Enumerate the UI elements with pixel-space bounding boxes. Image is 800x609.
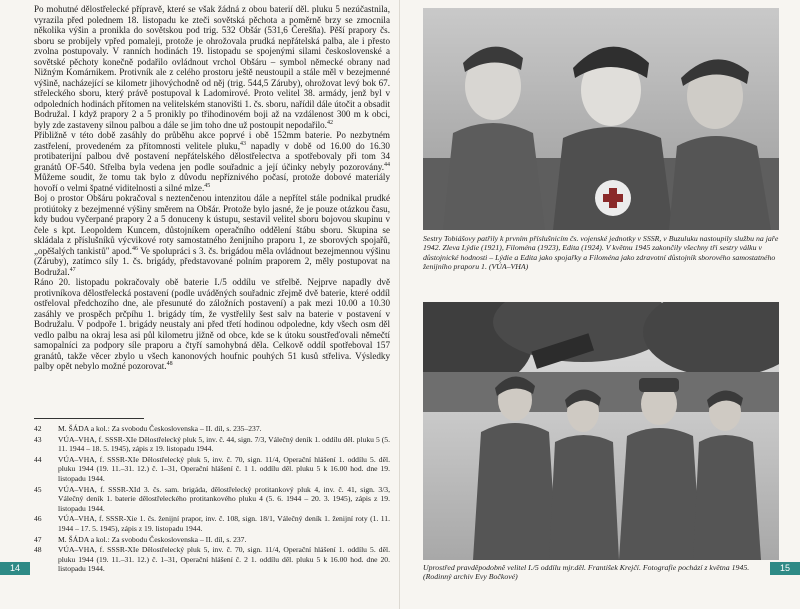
- footnote: 48 VÚA–VHA, f. SSSR-XIe Dělostřelecký pluk 5, inv. č. 70, sign. 11/4, Operační hlášení 1. oddílu 5. děl. pluku 1944 (19. 11.–31. 12.) č. 1–31, Operační hlášení č. 2 1. oddílu děl. pluku 5 k 16.00 hod. dne 20. listopadu 1944.: [34, 545, 390, 574]
- paragraph: Po mohutné dělostřelecké přípravě, které se však žádná z obou baterií děl. pluku 5 nezúčastnila, vyrazila před polednem 18. listopadu ke zteči sovětská pěchota a poměrně brzy se zmocnila několika výšin a pronikla do sovětskou pod trig. 532 Obšár (531,6 Čerešňa). Pěší prapory čs. sboru se probíjely vpřed pomaleji, protože je ohrožovala prudká nepřátelská palba, ale i přesto zvolna postupovaly. V ranních hodinách 19. listopadu se spojenými silami československé a sovětské pěchoty konečně podařilo ovládnout vrchol Obšáru – symbol německé obrany nad Nižným Komárnikem. Protivník ale z celého prostoru ještě neustoupil a stále měl v bezejmenné výšině, nacházející se kilometr jihovýchodně od něj (trig. 544,5 Záruby), ohrožovat levý bok 67. střeleckého sboru, který právě postupoval k Ladomirové. Proto velitel 38. armády, jenž byl v odpoledních hodinách přítomen na velitelském stanovišti 1. čs. sboru, nařídil dále útočit a obsadit Bodružal. I když prapory 2 a 5 pronikly po třihodinovém boji až na vzdálenost 300 m k obci, byly zde zastaveny silnou palbou a dále se jim toho dne už postoupit nepodařilo.$^{42}$: [34, 4, 390, 130]
- footnote: 42 M. ŠÁDA a kol.: Za svobodu Československa – II. díl, s. 235–237.: [34, 424, 262, 433]
- footnotes: [34, 424, 390, 575]
- footnote-ref[interactable]: 48: [166, 360, 173, 367]
- footnote-ref[interactable]: 43: [240, 140, 246, 147]
- photo-caption: Uprostřed pravděpodobně velitel I./5 oddílu mjr.děl. František Krejčí. Fotografie pochází z května 1945. (Rodinný archiv Evy Bočkové): [423, 563, 750, 582]
- footnote-ref[interactable]: 44: [384, 161, 390, 168]
- photo-three-sisters-image: [423, 8, 779, 230]
- footnote: 45 VÚA–VHA, f. SSSR-XId 3. čs. sam. brigáda, dělostřelecký protitankový pluk 4, inv. č. 41, sign. 3/3, Válečný deník 1. baterie dělostřeleckého protitankového pluku 4 (5. 6. 1944 – 20. 3. 1945), zápis z 19. listopadu 1944.: [34, 484, 390, 513]
- footnote-ref[interactable]: 46: [131, 245, 138, 252]
- photo-artillery-officers-image: [423, 302, 779, 560]
- paragraph: Ráno 20. listopadu pokračovaly obě baterie I./5 oddílu ve střelbě. Nejprve napadly dvě protivníkova dělostřelecká postavení (podle uváděných souřadnic zřejmě dvě baterie, které oddíl ostřeloval předchozího dne, ale přesunuté do záložních postavení) a pak mezi 10.00 a 10.30 zasáhly ve prospěch prčpíhu 1. brigády tím, že vystřelily šest salv na baterie v postavení v Bodružalu. V podpoře 1. brigády neustaly ani před třetí hodinou odpoledne, kdy všech osm děl vedlo palbu na okraj lesa asi půl kilometru jižně od obce, kde se k útoku soustřeďovali němečtí samopalníci za podpory síle praporu a čtyří samohybná děla. Celkově oddíl spotřeboval 157 granátů, takže věcer zbylo u všech kanonových houfnic pouhých 51 kusů střeliva. Výsledky palby opět nebylo možné pozorovat.$^{48}$: [34, 277, 390, 371]
- footnote: 46 VÚA–VHA, f. SSSR-Xie 1. čs. ženijní prapor, inv. č. 108, sign. 18/1, Válečný deník 1. ženijní roty (1. 11. 1944 – 17. 5. 1945), zápis z 19. listopadu 1944.: [34, 514, 390, 533]
- footnote: 44 VÚA–VHA, f. SSSR-XIe Dělostřelecký pluk 5, inv. č. 70, sign. 11/4, Operační hlášení 1. oddílu 5. děl. pluku 1944 (19. 11.–31. 12.) č. 1–31, Operační hlášení č. 1 1. oddílu děl. pluku 5 k 16.00 hod. dne 19. listopadu 1944.: [34, 454, 390, 483]
- footnote-ref[interactable]: 42: [326, 119, 333, 126]
- main-text: [34, 4, 390, 372]
- footnote-divider: [34, 418, 144, 419]
- page-number-right: 15: [770, 562, 800, 575]
- page-number-left: 14: [0, 562, 30, 575]
- paragraph: Boj o prostor Obšáru pokračoval s neztenčenou intenzitou dále a nepřítel stále podnikal prudké protiútoky z bezejmenné výšiny směrem na Obšár. Protože bylo jasné, že je pouze otázkou času, kdy budou vyčerpané prapory 2 a 5 donuceny k ústupu, sestavil velitel sboru bojovou skupinu v čele s kpt. Leopoldem Kuncem, důstojníkem operačního oddělení štábu sboru. Skupina se skládala z příslušníků výcvikové roty samostatného ženijního praporu 1, ze sborových spojařů, „opěšalých tankistů" apod.$^{46}$ Ve spolupráci s 3. čs. brigádou měla ovládnout bezejmennou výšinu (Záruby), zatímco síly 1. čs. brigády, představované polním praporem 2, měly postupovat na Bodružal.$^{47}$: [34, 193, 391, 277]
- photo-caption: Sestry Tobiášovy patřily k prvním příslušnicím čs. vojenské jednotky v SSSR, v Buzuluku nastoupily službu na jaře 1942. Zleva Lýdie (1921), Filoména (1923), Edita (1924). V květnu 1945 zakončily všechny tři sestry válku v důstojnické hodnosti – Lýdie a Edita jako spojařky a Filoména jako zdravotní důstojník sborového samostatného ženijního praporu 1. (VÚA–VHA): [423, 234, 779, 271]
- paragraph: Přibližně v této době zasáhly do průběhu akce poprvé i obě 152mm baterie. Po nezbytném zastřelení, provedeném za přítomnosti velitele pluku,$^{43}$ napadly v době od 16.00 do 16.30 protibaterijní palbou dvě postavení nepřátelského dělostřelectva a spotřebovaly při tom 34 granátů OF-540. Střelba byla vedena jen podle souřadnic a její účinky nebyly pozorovány.$^{44}$ Můžeme soudit, že tomu tak bylo z důvodu nepříznivého počasí, protože dobové materiály hovoří o velmi špatné viditelnosti a silné mlze.$^{45}$: [34, 130, 390, 193]
- footnote: 47 M. ŠÁDA a kol.: Za svobodu Československa – II. díl, s. 237.: [34, 534, 247, 544]
- photo-three-sisters: [423, 8, 779, 230]
- footnote: 43 VÚA–VHA, f. SSSR-XIe Dělostřelecký pluk 5, inv. č. 44, sign. 7/3, Válečný deník 1. oddílu děl. pluku 5 (5. 11. 1944 – 18. 5. 1945), zápis z 19. listopadu 1944.: [34, 434, 390, 454]
- footnote-ref[interactable]: 47: [69, 266, 76, 273]
- photo-artillery-officers: [423, 302, 779, 560]
- footnote-ref[interactable]: 45: [204, 182, 211, 189]
